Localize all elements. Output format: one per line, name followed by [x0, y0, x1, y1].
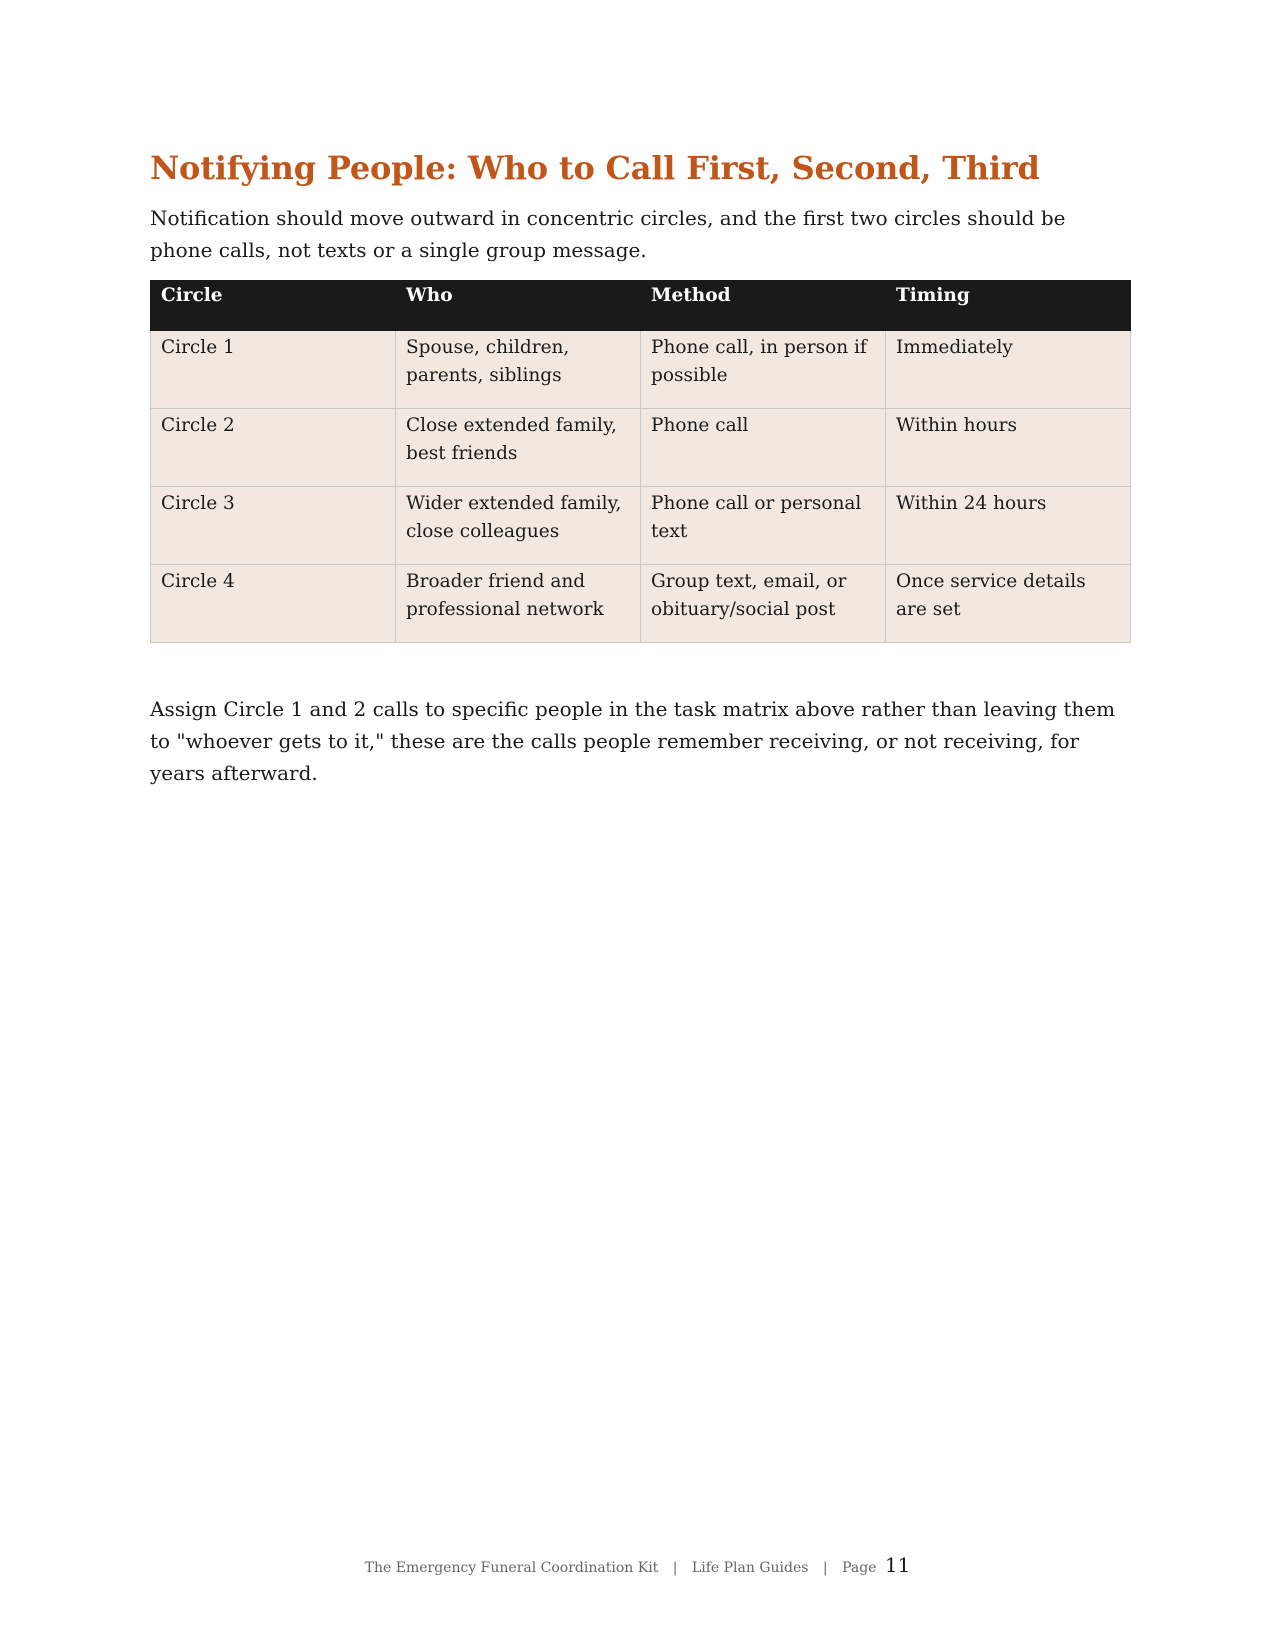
footer-series: Life Plan Guides [691, 1560, 809, 1576]
closing-paragraph: Assign Circle 1 and 2 calls to specific people in the task matrix above rather than leaving them to "whoever gets to it," these are the calls people remember receiving, or not receiving, for years afterward. [150, 697, 1116, 785]
table-row [151, 487, 1131, 565]
table-row [151, 409, 1131, 487]
column-header-timing: Timing [886, 281, 1131, 331]
table-row [151, 565, 1131, 643]
intro-paragraph: Notification should move outward in concentric circles, and the first two circles should be phone calls, not texts or a single group message. [150, 206, 1066, 262]
cell-circle: Circle 1 [151, 331, 396, 409]
cell-who: Close extended family, best friends [396, 409, 641, 487]
cell-who: Spouse, children, parents, siblings [396, 331, 641, 409]
cell-who: Broader friend and professional network [396, 565, 641, 643]
column-header-circle: Circle [151, 281, 396, 331]
cell-timing: Within 24 hours [886, 487, 1131, 565]
column-header-method: Method [641, 281, 886, 331]
document-page [150, 148, 1128, 789]
column-header-who: Who [396, 281, 641, 331]
page-title: Notifying People: Who to Call First, Second, Third [150, 149, 1040, 187]
cell-timing: Immediately [886, 331, 1131, 409]
cell-timing: Once service details are set [886, 565, 1131, 643]
cell-method: Phone call or personal text [641, 487, 886, 565]
cell-method: Phone call [641, 409, 886, 487]
footer-page-label: Page [842, 1560, 877, 1576]
footer-separator: | [672, 1560, 678, 1576]
footer-page-number: 11 [884, 1553, 911, 1577]
cell-method: Group text, email, or obituary/social post [641, 565, 886, 643]
cell-circle: Circle 4 [151, 565, 396, 643]
cell-circle: Circle 3 [151, 487, 396, 565]
cell-timing: Within hours [886, 409, 1131, 487]
table-header-row [151, 281, 1131, 331]
notification-table [150, 280, 1131, 643]
footer-title: The Emergency Funeral Coordination Kit [364, 1560, 659, 1576]
table-row [151, 331, 1131, 409]
cell-who: Wider extended family, close colleagues [396, 487, 641, 565]
page-footer [0, 1553, 1275, 1577]
cell-circle: Circle 2 [151, 409, 396, 487]
footer-separator: | [822, 1560, 828, 1576]
cell-method: Phone call, in person if possible [641, 331, 886, 409]
